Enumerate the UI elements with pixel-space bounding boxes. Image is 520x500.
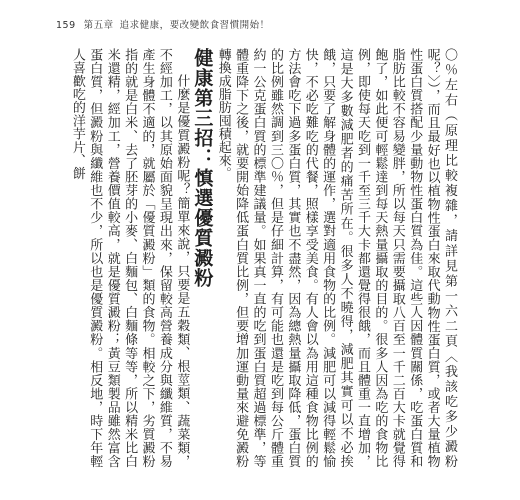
body-paragraph-1: 〇％左右（原理比較複雜，請詳見第一六二頁〈我該吃多少澱粉呢？〉），而且最好也以植物性蛋白來取代動物性蛋白質，或者大量植物性蛋白質搭配少量動物性蛋白質為佳。這些人因體質關係，吃蛋白質和脂肪比較不容易變胖，所以每天只需要攝取八百至一千二百大卡就覺得飽了，如此便可輕鬆達到每天熱量攝取的目的。很多人因為吃的食物比例，即使每天吃到一千至三千大卡都還覺得很餓，而且體重一直增加，這是大多數減肥者的痛苦所在。很多人不曉得，減肥其實可以不必挨餓，只要了解身體的運作，選對適用食物的比例。減肥可以減得輕鬆愉快，不必吃難吃的代餐，照樣享受美食。有人會以為用這種食物比例的方法會吃下過多蛋白質，其實也不盡然，因為總熱量攝取降低，蛋白質的比例雖然調到三〇％，但是仔細計算，有可能也還是吃到每公斤體重約一公克蛋白質的標準建議量。如果真一直的吃到蛋白質超過標準，等體重降下之後，就要開始降低蛋白質比例，但要增加運動量來避免澱粉轉換成脂肪囤積起來。 xyxy=(215,48,457,468)
section-heading: 健康第三招：慎選優質澱粉 xyxy=(191,48,214,288)
vertical-text-block xyxy=(68,48,458,468)
body-paragraph-2: 什麼是優質澱粉呢？簡單來說，只要是五穀類、根莖類、蔬菜類，不經加工，以其原始面貌呈現出來，保留較高營養成分與纖維質，不易產生身體不適的，就屬於「優質澱粉」類的食物。相較之下，劣質澱粉指的就是白米、去了胚芽的小麥、白麵包、白麵條等等，所以精米比白米還精，經加工，營養價值較高，就是優質澱粉；黃豆類製品雖然富含蛋白質，但澱粉與纖維也不少，所以也是優質澱粉。相反地，時下年輕人喜歡吃的洋芋片、餅 xyxy=(69,48,190,468)
chapter-label: 第五章 xyxy=(83,20,114,31)
page-number: 159 xyxy=(56,20,76,31)
running-head xyxy=(56,17,270,31)
chapter-title: 追求健康，要改變飲食習慣開始！ xyxy=(119,20,270,31)
